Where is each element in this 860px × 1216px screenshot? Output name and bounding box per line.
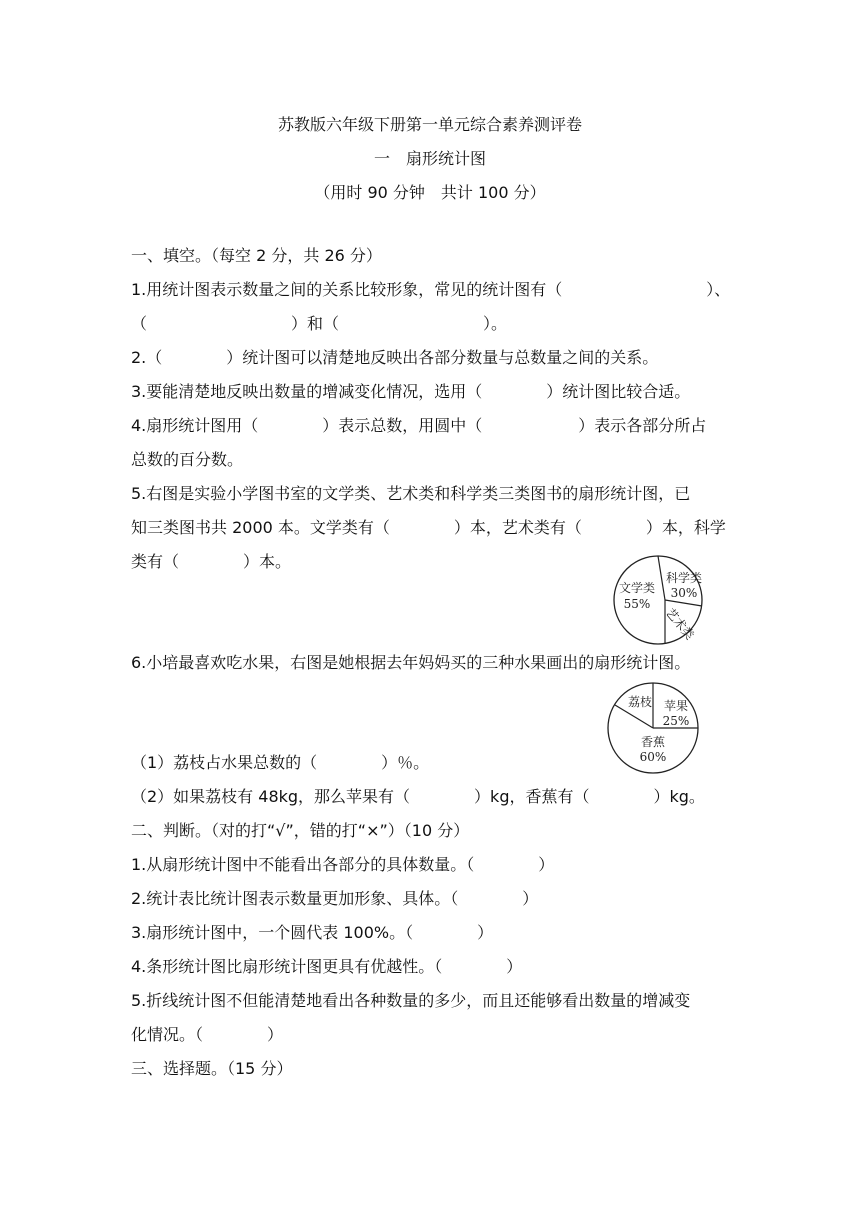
- question-judge-1: 1.从扇形统计图中不能看出各部分的具体数量。（ ）: [131, 855, 555, 874]
- question-fill-1b: （ ）和（ ）。: [131, 314, 508, 333]
- book-pie-value-literature: 55%: [623, 597, 651, 611]
- question-judge-5b: 化情况。（ ）: [131, 1025, 284, 1044]
- question-fill-6-2: （2）如果荔枝有 48kg，那么苹果有（ ）kg，香蕉有（ ）kg。: [131, 787, 705, 806]
- fruit-pie-value-apple: 25%: [662, 714, 690, 728]
- question-fill-4a: 4.扇形统计图用（ ）表示总数，用圆中（ ）表示各部分所占: [131, 416, 707, 435]
- question-judge-5a: 5.折线统计图不但能清楚地看出各种数量的多少，而且还能够看出数量的增减变: [131, 991, 691, 1010]
- question-fill-6-1: （1）荔枝占水果总数的（ ）％。: [131, 753, 430, 772]
- question-fill-6: 6.小培最喜欢吃水果，右图是她根据去年妈妈买的三种水果画出的扇形统计图。: [131, 653, 691, 672]
- question-judge-3: 3.扇形统计图中，一个圆代表 100%。（ ）: [131, 923, 494, 942]
- section-choice-heading: 三、选择题。（15 分）: [131, 1059, 293, 1078]
- question-fill-4b: 总数的百分数。: [131, 450, 244, 469]
- question-judge-4: 4.条形统计图比扇形统计图更具有优越性。（ ）: [131, 957, 523, 976]
- book-pie-divider-1: [658, 556, 665, 600]
- question-fill-5b: 知三类图书共 2000 本。文学类有（ ）本，艺术类有（ ）本，科学: [131, 518, 726, 537]
- fruit-pie-label-apple: 苹果: [663, 699, 689, 713]
- exam-time-info: （用时 90 分钟 共计 100 分）: [314, 183, 546, 202]
- question-fill-1a: 1.用统计图表示数量之间的关系比较形象，常见的统计图有（ ）、: [131, 280, 731, 299]
- book-pie-label-literature: 文学类: [618, 581, 656, 595]
- exam-subtitle: 一 扇形统计图: [373, 149, 486, 168]
- book-pie-label-art: 艺术类: [663, 605, 697, 643]
- section-fill-heading: 一、填空。（每空 2 分，共 26 分）: [131, 246, 382, 265]
- book-pie-divider-2: [665, 600, 702, 606]
- fruit-pie-value-banana: 60%: [639, 750, 667, 764]
- question-fill-5c: 类有（ ）本。: [131, 552, 292, 571]
- fruit-pie-chart: [603, 680, 703, 776]
- question-fill-2: 2.（ ）统计图可以清楚地反映出各部分数量与总数量之间的关系。: [131, 348, 659, 367]
- book-pie-label-science: 科学类: [665, 571, 703, 585]
- question-fill-3: 3.要能清楚地反映出数量的增减变化情况，选用（ ）统计图比较合适。: [131, 382, 691, 401]
- question-judge-2: 2.统计表比统计图表示数量更加形象、具体。（ ）: [131, 889, 539, 908]
- section-judge-heading: 二、判断。（对的打“√”，错的打“×”）（10 分）: [131, 821, 470, 840]
- book-pie-value-science: 30%: [670, 586, 698, 600]
- fruit-pie-label-banana: 香蕉: [640, 735, 666, 749]
- book-pie-chart: [608, 553, 708, 648]
- fruit-pie-label-lychee: 荔枝: [627, 695, 653, 709]
- exam-title: 苏教版六年级下册第一单元综合素养测评卷: [277, 115, 582, 134]
- question-fill-5a: 5.右图是实验小学图书室的文学类、艺术类和科学类三类图书的扇形统计图，已: [131, 484, 691, 503]
